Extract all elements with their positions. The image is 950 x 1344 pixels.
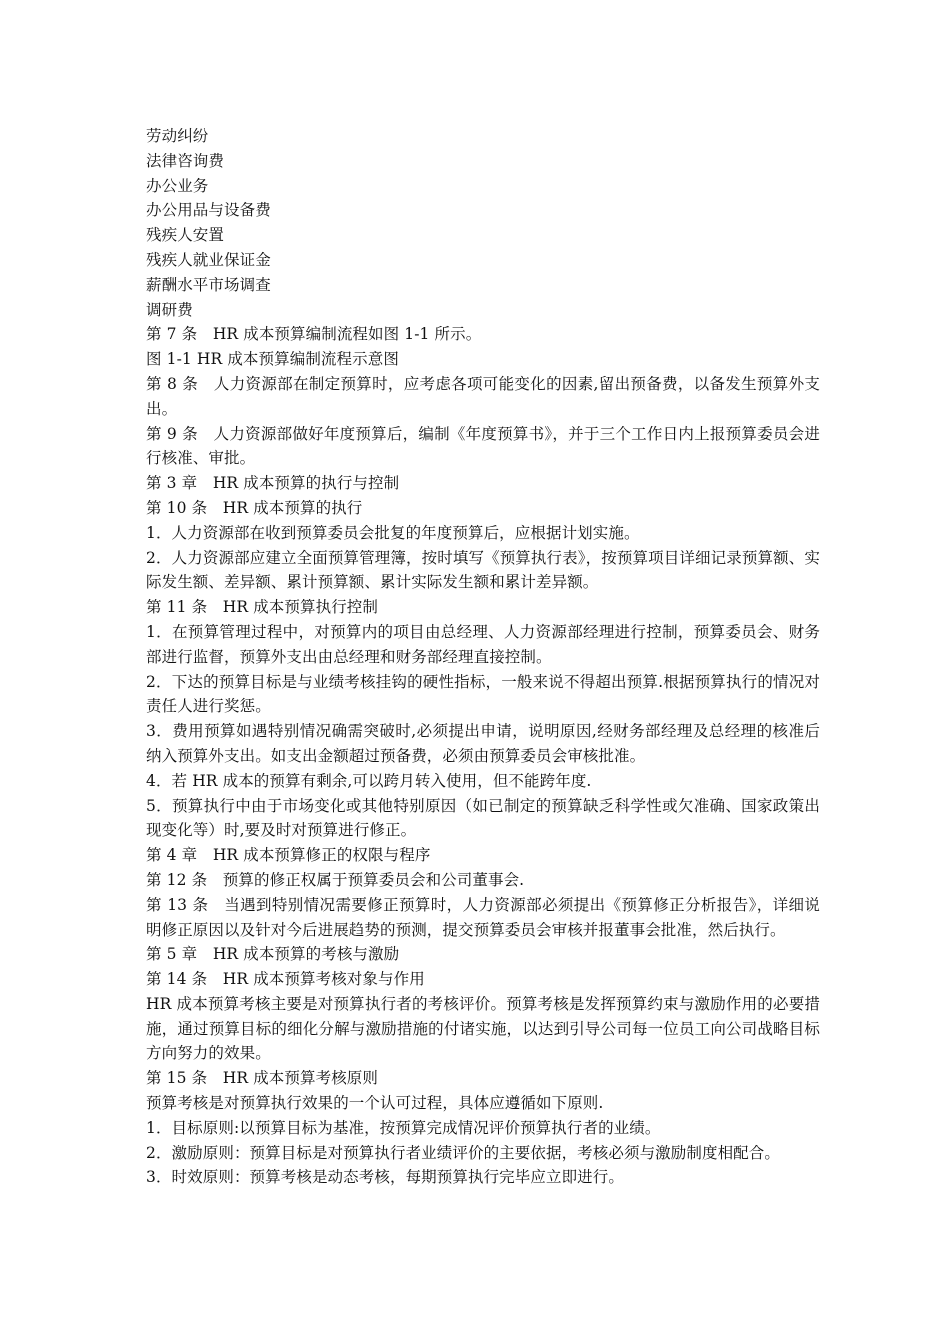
chapter-4-heading: 第 4 章 HR 成本预算修正的权限与程序: [146, 846, 431, 865]
article-9: 第 9 条 人力资源部做好年度预算后，编制《年度预算书》，并于三个工作日内上报预算委员会进行核准、审批。: [146, 424, 820, 468]
list-item-salary-survey: 薪酬水平市场调查: [146, 275, 271, 294]
article-14-body: HR 成本预算考核主要是对预算执行者的考核评价。预算考核是发挥预算约束与激励作用的必要措施，通过预算目标的细化分解与激励措施的付诸实施，以达到引导公司每一位员工向公司战略目标方向努力的效果。: [146, 994, 820, 1063]
article-10-heading: 第 10 条 HR 成本预算的执行: [146, 498, 363, 517]
article-11-item-3: 3．费用预算如遇特别情况确需突破时,必须提出申请，说明原因,经财务部经理及总经理的核准后纳入预算外支出。如支出金额超过预备费，必须由预算委员会审核批准。: [146, 722, 820, 765]
article-11-heading: 第 11 条 HR 成本预算执行控制: [146, 598, 378, 617]
list-item-office-supplies: 办公用品与设备费: [146, 201, 271, 220]
article-11-item-1: 1．在预算管理过程中，对预算内的项目由总经理、人力资源部经理进行控制，预算委员会、财务部进行监督，预算外支出由总经理和财务部经理直接控制。: [146, 622, 820, 666]
article-12: 第 12 条 预算的修正权属于预算委员会和公司董事会.: [146, 870, 525, 889]
chapter-3-heading: 第 3 章 HR 成本预算的执行与控制: [146, 474, 400, 493]
article-14-heading: 第 14 条 HR 成本预算考核对象与作用: [146, 970, 425, 989]
article-11-item-4: 4．若 HR 成本的预算有剩余,可以跨月转入使用，但不能跨年度.: [146, 771, 592, 790]
list-item-labor-dispute: 劳动纠纷: [146, 127, 209, 145]
list-item-office-business: 办公业务: [146, 176, 209, 195]
article-15-intro: 预算考核是对预算执行效果的一个认可过程，具体应遵循如下原则.: [146, 1094, 604, 1113]
article-13: 第 13 条 当遇到特别情况需要修正预算时，人力资源部必须提出《预算修正分析报告》，详细说明修正原因以及针对今后进展趋势的预测，提交预算委员会审核并报董事会批准，然后执行。: [146, 895, 820, 939]
article-7: 第 7 条 HR 成本预算编制流程如图 1-1 所示。: [146, 325, 482, 344]
article-8: 第 8 条 人力资源部在制定预算时，应考虑各项可能变化的因素,留出预备费，以备发生预算外支出。: [146, 374, 820, 418]
article-11-item-2: 2．下达的预算目标是与业绩考核挂钩的硬性指标，一般来说不得超出预算.根据预算执行的情况对责任人进行奖惩。: [146, 672, 820, 716]
article-10-item-1: 1．人力资源部在收到预算委员会批复的年度预算后，应根据计划实施。: [146, 523, 640, 542]
chapter-5-heading: 第 5 章 HR 成本预算的考核与激励: [146, 945, 400, 964]
list-item-disabled-placement: 残疾人安置: [146, 226, 225, 245]
article-15-item-3: 3．时效原则：预算考核是动态考核，每期预算执行完毕应立即进行。: [146, 1168, 624, 1187]
article-15-item-1: 1．目标原则:以预算目标为基准，按预算完成情况评价预算执行者的业绩。: [146, 1118, 661, 1137]
article-15-item-2: 2．激励原则：预算目标是对预算执行者业绩评价的主要依据，考核必须与激励制度相配合。: [146, 1143, 780, 1162]
article-15-heading: 第 15 条 HR 成本预算考核原则: [146, 1069, 378, 1088]
article-11-item-5: 5．预算执行中由于市场变化或其他特别原因（如已制定的预算缺乏科学性或欠准确、国家政策出现变化等）时,要及时对预算进行修正。: [146, 796, 820, 840]
list-item-research-fee: 调研费: [146, 300, 193, 319]
list-item-legal-fee: 法律咨询费: [146, 151, 225, 170]
document-body: [146, 124, 820, 1190]
article-10-item-2: 2．人力资源部应建立全面预算管理簿，按时填写《预算执行表》，按预算项目详细记录预算额、实际发生额、差异额、累计预算额、累计实际发生额和累计差异额。: [146, 548, 820, 592]
figure-caption: 图 1-1 HR 成本预算编制流程示意图: [146, 350, 399, 369]
list-item-disabled-fund: 残疾人就业保证金: [146, 250, 271, 269]
